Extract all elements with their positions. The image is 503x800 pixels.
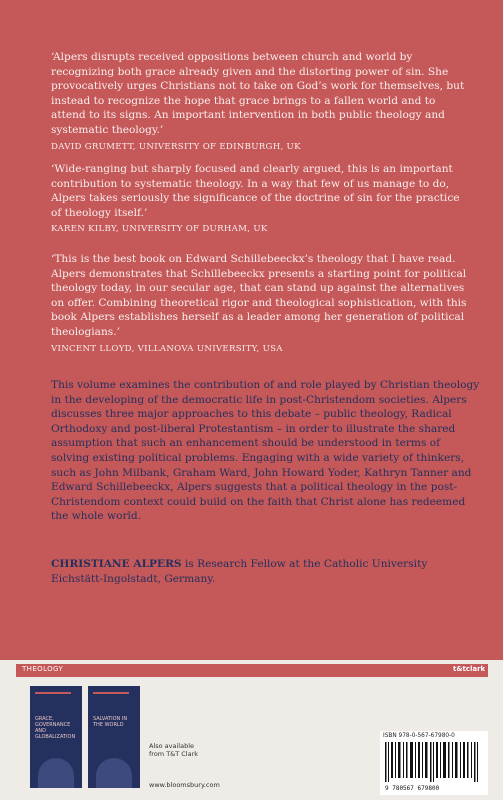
endorsement-2 bbox=[51, 162, 471, 237]
series-label: THEOLOGY bbox=[22, 665, 64, 673]
endorsement-attribution: DAVID GRUMETT, UNIVERSITY OF EDINBURGH, UK bbox=[51, 141, 301, 152]
cover-figure-icon bbox=[38, 758, 74, 788]
related-book-cover-1 bbox=[30, 686, 82, 788]
endorsement-text: ‘Wide-ranging but sharply focused and clearly argued, this is an important contribution to systematic theology. In a way that few of us manage to do, Alpers takes seriously the significance of the doctrine of sin for the practice of theology itself.’ bbox=[51, 163, 460, 219]
endorsement-text: ‘This is the best book on Edward Schillebeeckx’s theology that I have read. Alpers demonstrates that Schillebeeckx presents a starting point for political theology today, in our secular age, that can stand up against the alternatives on offer. Combining theoretical rigor and theological sophistication, with this book Alpers establishes herself as a leader among her generation of political theologians.’ bbox=[51, 253, 467, 338]
endorsement-attribution: VINCENT LLOYD, VILLANOVA UNIVERSITY, USA bbox=[51, 343, 283, 354]
also-available-note bbox=[149, 742, 198, 758]
publisher-logo: t&tclark bbox=[453, 665, 486, 673]
endorsement-attribution: KAREN KILBY, UNIVERSITY OF DURHAM, UK bbox=[51, 224, 268, 235]
cover-figure-icon bbox=[96, 758, 132, 788]
related-book-cover-2 bbox=[88, 686, 140, 788]
book-description: This volume examines the contribution of and role played by Christian theology in the developing of the democratic life in post-Christendom societies. Alpers discusses three major approaches to this debate – public theology, Radical Orthodoxy and post-liberal Protestantism – in order to illustrate the shared assumption that such an enhancement should be understood in terms of solving existing political problems. Engaging with a wide variety of thinkers, such as John Milbank, Graham Ward, John Howard Yoder, Kathryn Tanner and Edward Schillebeeckx, Alpers suggests that a political theology in the post-Christendom context could build on the faith that Christ alone has redeemed the whole world. bbox=[51, 379, 480, 523]
also-available-line-2: from T&T Clark bbox=[149, 750, 199, 758]
publisher-website: www.bloomsbury.com bbox=[149, 781, 220, 789]
author-name: CHRISTIANE ALPERS bbox=[51, 558, 182, 570]
cover-rule bbox=[93, 692, 129, 694]
also-available-line-1: Also available bbox=[149, 742, 195, 750]
related-book-title: GRACE, GOVERNANCE AND GLOBALIZATION bbox=[35, 716, 76, 740]
endorsement-text: ‘Alpers disrupts received oppositions between church and world by recognizing both grace already given and the distorting power of sin. She provocatively urges Christians not to take on God’s work for themselves, but instead to recognize the hope that grace brings to a fallen world and to attend to its signs. An important intervention in both public theology and systematic theology.’ bbox=[51, 51, 465, 136]
related-book-title: SALVATION IN THE WORLD bbox=[93, 716, 128, 728]
endorsement-3 bbox=[51, 252, 471, 356]
barcode-digits: 9 780567 679800 bbox=[385, 785, 440, 792]
cover-rule bbox=[35, 692, 71, 694]
author-bio bbox=[51, 557, 481, 586]
endorsement-1 bbox=[51, 50, 471, 154]
author-bio-text: is Research Fellow at the Catholic University Eichstätt-Ingolstadt, Germany. bbox=[51, 558, 428, 585]
isbn-text: ISBN 978-0-567-67980-0 bbox=[383, 733, 455, 739]
barcode-icon bbox=[385, 742, 485, 792]
series-strip bbox=[16, 664, 488, 677]
